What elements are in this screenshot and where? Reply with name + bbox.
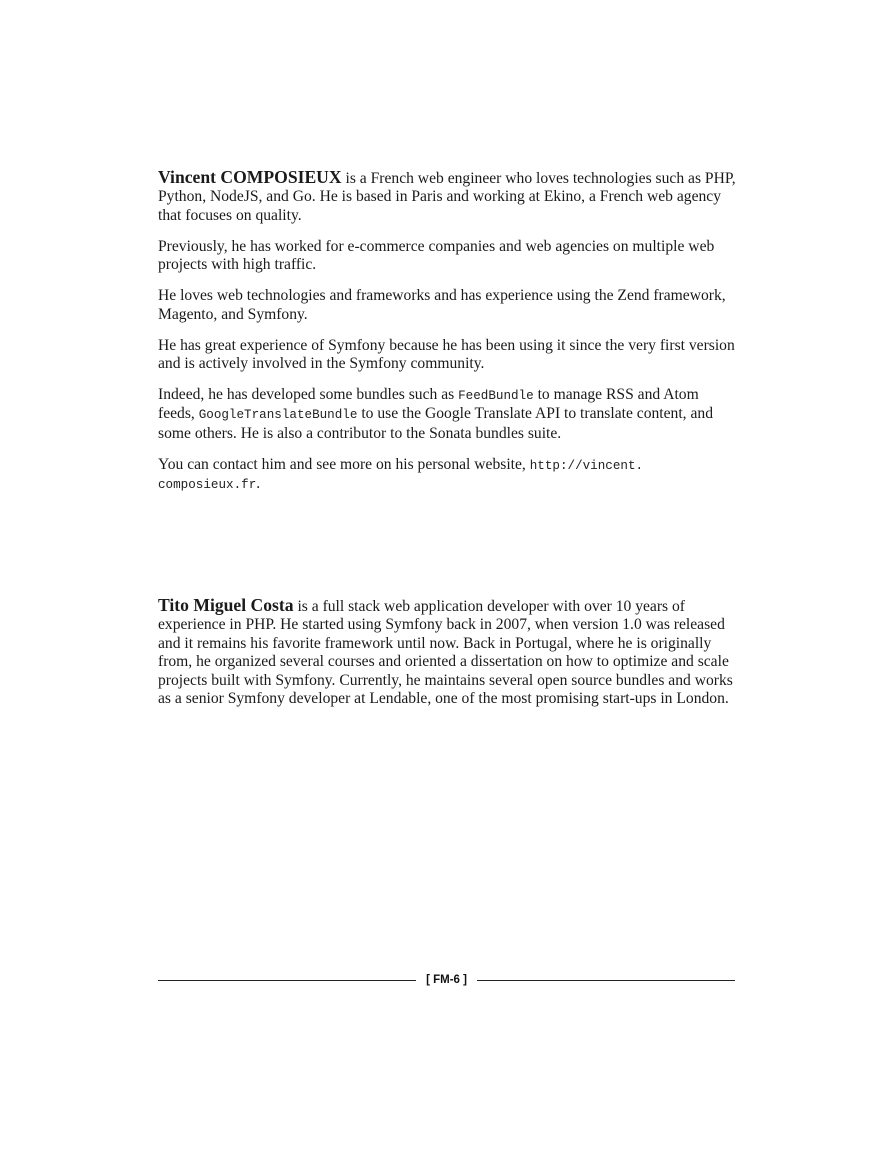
- bio-paragraph: [158, 596, 738, 708]
- page-footer: [158, 970, 735, 990]
- website-url-part-1: http://vincent.: [529, 458, 644, 473]
- author-name: Tito Miguel Costa: [158, 595, 294, 615]
- author-bio-vincent: [158, 168, 738, 507]
- author-name: Vincent COMPOSIEUX: [158, 167, 342, 187]
- bio-text: Indeed, he has developed some bundles such as: [158, 386, 459, 404]
- bio-paragraph: He has great experience of Symfony because he has been using it since the very first version and is actively involved in the Symfony community.: [158, 336, 735, 373]
- website-url-part-2: composieux.fr: [158, 478, 257, 493]
- code-googletranslatebundle: GoogleTranslateBundle: [198, 408, 358, 423]
- footer-rule-left: [158, 980, 416, 981]
- author-bio-tito: [158, 596, 738, 721]
- code-feedbundle: FeedBundle: [458, 389, 534, 404]
- footer-rule-right: [477, 980, 735, 981]
- bio-text: to use the Google Translate API to translate content, and some others. He is also a contributor to the Sonata bundles suite.: [158, 405, 713, 442]
- bio-text: .: [256, 475, 261, 493]
- bio-paragraph: [158, 168, 738, 225]
- bio-text: You can contact him and see more on his personal website,: [158, 455, 530, 473]
- bio-text: is a French web engineer who loves technologies such as PHP, Python, NodeJS, and Go. He is based in Paris and working at Ekino, a French web agency that focuses on quality.: [158, 170, 736, 224]
- bio-paragraph: [158, 386, 738, 443]
- bio-paragraph: He loves web technologies and frameworks and has experience using the Zend framework, Magento, and Symfony.: [158, 287, 726, 323]
- bio-paragraph: Previously, he has worked for e-commerce companies and web agencies on multiple web projects with high traffic.: [158, 237, 715, 274]
- bio-text: to manage RSS and Atom feeds,: [158, 386, 699, 423]
- bio-text: is a full stack web application developer with over 10 years of experience in PHP. He started using Symfony back in 2007, when version 1.0 was released and it remains his favorite framework until now. Back in Portugal, where he is originally from, he organized several courses and oriented a dissertation on how to optimize and scale projects built with Symfony. Currently, he maintains several open source bundles and works as a senior Symfony developer at Lendable, one of the most promising start-ups in London.: [158, 598, 733, 708]
- page-number: [ FM-6 ]: [426, 974, 467, 986]
- bio-paragraph: [158, 456, 738, 495]
